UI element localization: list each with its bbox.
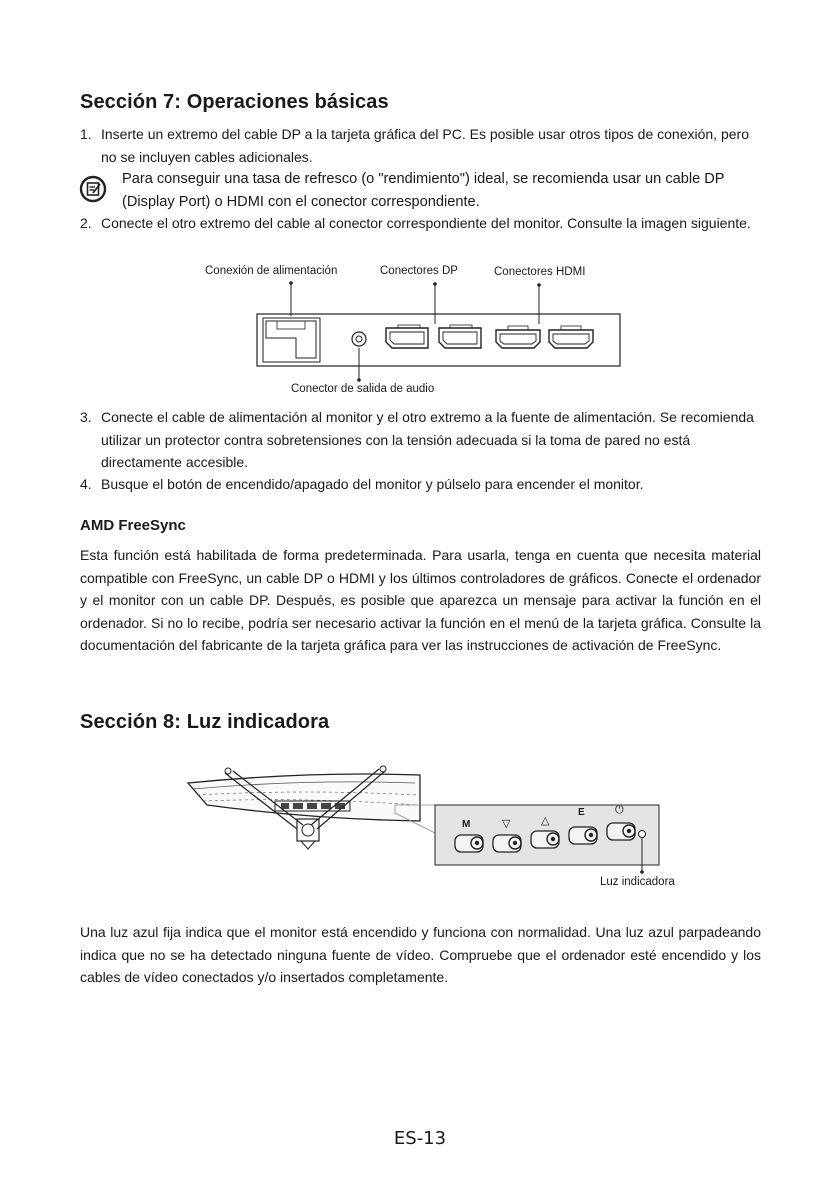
step-text: Busque el botón de encendido/apagado del monitor y púlselo para encender el monitor. [101, 476, 644, 492]
monitor-back-diagram [185, 765, 685, 880]
freesync-text: Esta función está habilitada de forma predeterminada. Para usarla, tenga en cuenta que necesita material compatible con FreeSync, un cable DP o HDMI y los últimos controladores de gráficos. Conecte el ordenador y el monitor con un cable DP. Después, es posible que aparezca un mensaje para activar la función en el ordenador. Si no lo recibe, podría ser necesario activar la función en el menú de la tarjeta gráfica. Consulte la documentación del fabricante de la tarjeta gráfica para ver las instrucciones de activación de FreeSync. [80, 547, 761, 654]
label-hdmi-connectors: Conectores HDMI [494, 266, 586, 278]
step-text: Conecte el cable de alimentación al monitor y el otro extremo a la fuente de alimentación. Se recomienda utilizar un protector contra sobretensiones con la tensión adecuada si la toma de pared no está directamente accesible. [101, 409, 754, 471]
step-1 [80, 123, 761, 168]
step-text: Inserte un extremo del cable DP a la tarjeta gráfica del PC. Es posible usar otros tipos de conexión, pero no se incluyen cables adicionales. [101, 126, 749, 165]
button-label-down: ▽ [502, 818, 511, 830]
note-icon [79, 175, 107, 203]
label-dp-connectors: Conectores DP [380, 265, 458, 277]
step-number: 2. [80, 215, 92, 231]
step-number: 3. [80, 409, 92, 425]
section-8-title: Sección 8: Luz indicadora [80, 711, 330, 733]
step-3 [80, 406, 761, 474]
step-text: Conecte el otro extremo del cable al conector correspondiente del monitor. Consulte la imagen siguiente. [101, 215, 751, 231]
button-label-m: M [462, 819, 471, 830]
indicator-text: Una luz azul fija indica que el monitor está encendido y funciona con normalidad. Una luz azul parpadeando indica que no se ha detectado ninguna fuente de vídeo. Compruebe que el ordenador esté encendido y los cables de vídeo conectados y/o insertados completamente. [80, 924, 761, 986]
label-indicator-light: Luz indicadora [600, 876, 675, 888]
page-number: ES-13 [393, 1128, 447, 1149]
step-2 [80, 212, 761, 235]
label-power-connection: Conexión de alimentación [205, 265, 338, 277]
button-label-power: ⏻ [615, 803, 624, 816]
step-4 [80, 473, 761, 496]
section-7-title: Sección 7: Operaciones básicas [80, 91, 389, 113]
note-text: Para conseguir una tasa de refresco (o "rendimiento") ideal, se recomienda usar un cable DP (Display Port) o HDMI con el conector correspondiente. [122, 171, 725, 210]
freesync-title: AMD FreeSync [80, 517, 186, 534]
button-label-up: △ [541, 815, 550, 827]
label-audio-out: Conector de salida de audio [291, 383, 435, 395]
connector-panel-diagram [250, 280, 630, 385]
button-label-e: E [578, 807, 585, 818]
step-number: 4. [80, 476, 92, 492]
step-number: 1. [80, 126, 92, 142]
